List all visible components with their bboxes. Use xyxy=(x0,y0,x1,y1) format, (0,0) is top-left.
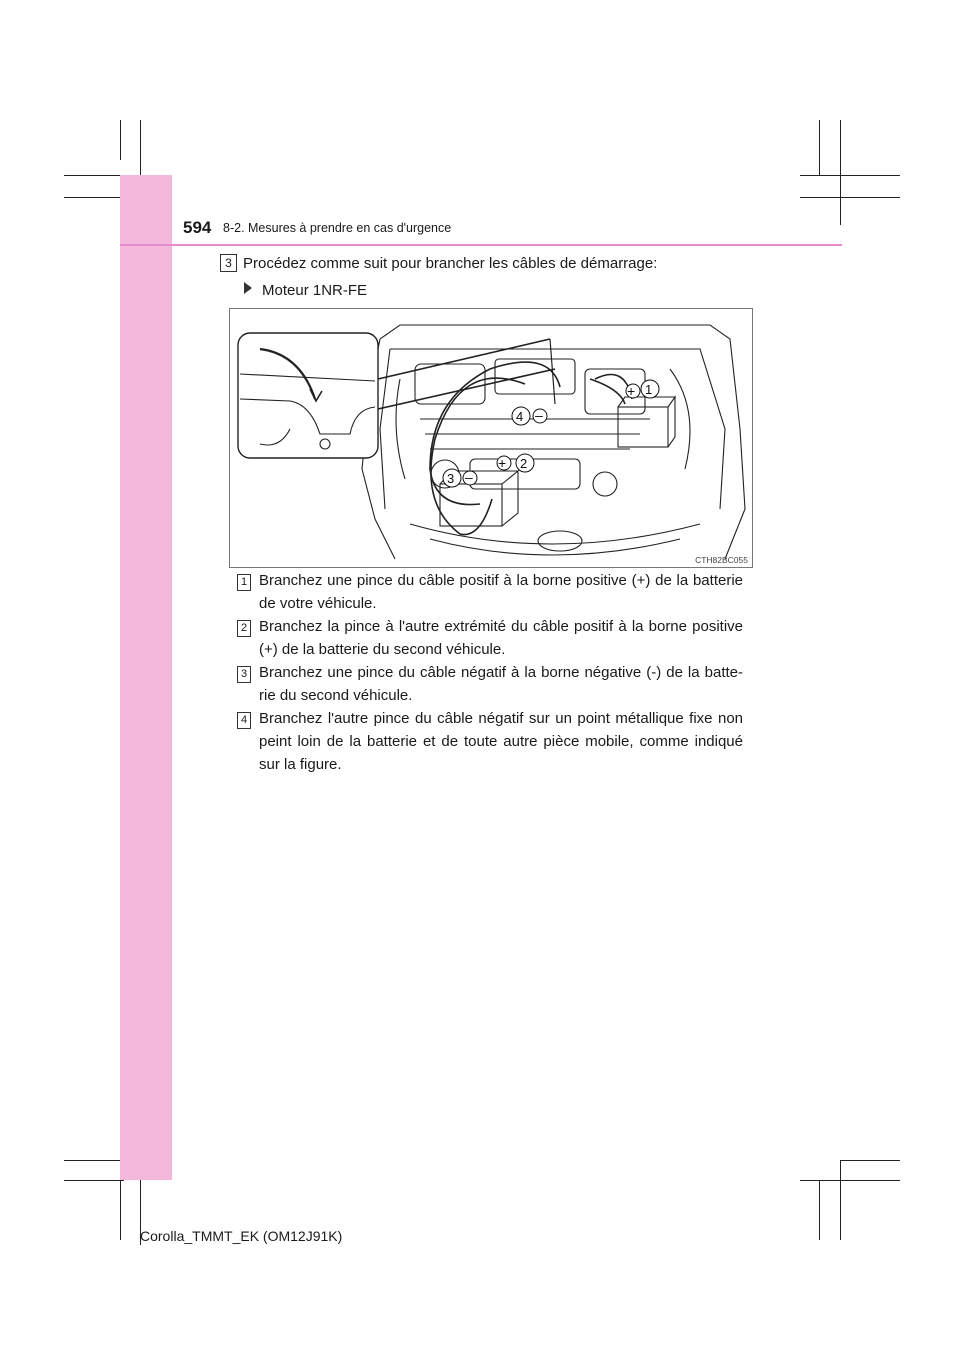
svg-text:+: + xyxy=(498,455,507,471)
crop-mark xyxy=(819,1180,820,1240)
svg-text:–: – xyxy=(535,407,543,423)
crop-mark xyxy=(800,197,900,198)
item-number: 4 xyxy=(237,712,251,729)
callout-1: 1 xyxy=(645,382,653,397)
instruction-item: Branchez la pince à l'autre extrémité du câble positif à la borne positive (+) de la batterie du second véhicule. xyxy=(259,618,743,658)
callout-4: 4 xyxy=(516,409,524,424)
crop-mark xyxy=(120,120,121,160)
svg-text:+: + xyxy=(627,383,636,399)
engine-label-text: Moteur 1NR-FE xyxy=(262,282,368,299)
crop-mark xyxy=(64,1180,124,1181)
instruction-item: Branchez une pince du câble négatif à la borne négative (-) de la batte-rie du second véhicule. xyxy=(259,664,743,704)
section-title: 8-2. Mesures à prendre en cas d'urgence xyxy=(223,221,452,235)
crop-mark xyxy=(840,120,841,225)
crop-mark xyxy=(819,120,820,175)
engine-label xyxy=(244,282,367,299)
crop-mark xyxy=(800,175,900,176)
instruction-item: Branchez une pince du câble positif à la borne positive (+) de la batterie de votre véhicule. xyxy=(259,572,743,612)
crop-mark xyxy=(840,1160,900,1161)
margin-bar xyxy=(120,175,172,1180)
footer-doc-id: Corolla_TMMT_EK (OM12J91K) xyxy=(140,1228,343,1244)
callout-2: 2 xyxy=(520,456,528,471)
crop-mark xyxy=(120,1180,121,1240)
item-number: 2 xyxy=(237,620,251,637)
callout-3: 3 xyxy=(447,471,455,486)
instruction-item: Branchez l'autre pince du câble négatif sur un point métallique fixe non peint loin de la batterie et de toute autre pièce mobile, comme indiqué sur la figure. xyxy=(259,710,743,773)
figure-code: CTH82BC055 xyxy=(695,555,748,565)
step-instruction: Procédez comme suit pour brancher les câbles de démarrage: xyxy=(243,255,658,272)
page-number: 594 xyxy=(183,218,212,237)
jump-start-figure xyxy=(229,308,753,568)
crop-mark xyxy=(840,1160,841,1240)
item-number: 1 xyxy=(237,574,251,591)
svg-text:–: – xyxy=(465,469,473,485)
item-number: 3 xyxy=(237,666,251,683)
crop-mark xyxy=(800,1180,900,1181)
triangle-bullet-icon xyxy=(244,282,252,294)
header-rule xyxy=(120,244,842,246)
engine-illustration xyxy=(230,309,752,567)
step-number: 3 xyxy=(220,254,237,272)
